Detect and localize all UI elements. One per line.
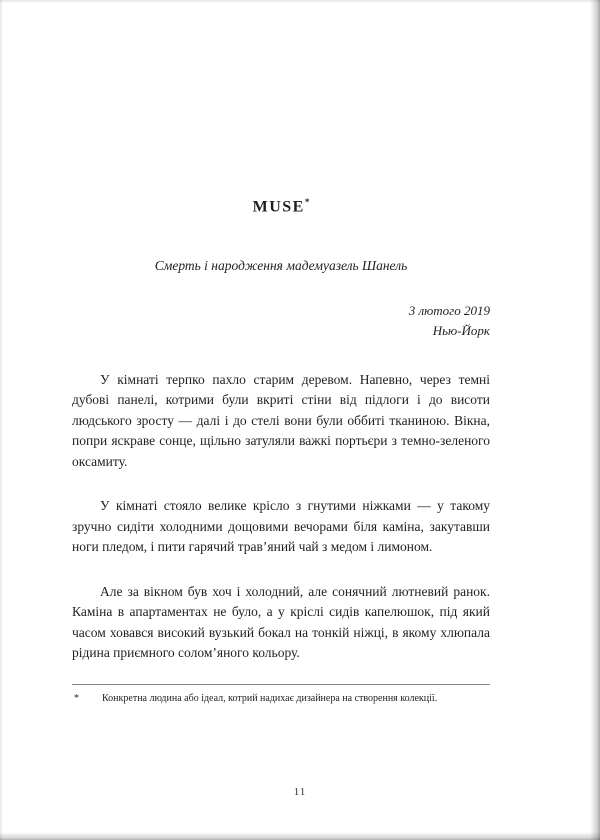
dateline-date: 3 лютого 2019: [408, 303, 490, 319]
text-column: [72, 0, 490, 664]
chapter-subtitle: Смерть і народження мадемуазель Шанель: [154, 258, 408, 274]
scan-edge-shadow: [0, 0, 3, 840]
footnote: [72, 684, 490, 707]
scan-edge-shadow: [0, 832, 600, 840]
footnote-marker: *: [74, 693, 79, 704]
page-number: 11: [293, 786, 307, 798]
page-title: [72, 197, 490, 216]
dateline: [72, 301, 490, 341]
dateline-place: Нью-Йорк: [432, 323, 490, 339]
chapter-title-text: MUSE: [252, 198, 305, 216]
title-footnote-marker: *: [304, 197, 310, 207]
footnote-text: Конкретна людина або ідеал, котрий надихає дизайнера на створення колекції.: [102, 693, 438, 704]
scan-edge-shadow: [590, 0, 600, 840]
body-text: [72, 370, 490, 664]
body-paragraph: У кімнаті терпко пахло старим деревом. Напевно, через темні дубові панелі, котрими були вкриті стіни від підлоги і до висоти людського зросту — далі і до стелі вони були оббиті тканиною. Вікна, попри яскраве сонце, щільно затуляли важкі портьєри з темно-зеленого оксамиту.: [72, 371, 490, 469]
body-paragraph: Але за вікном був хоч і холодний, але сонячний лютневий ранок. Каміна в апартаментах не було, а у кріслі сидів капелюшок, під який часом ховався високий вузький бокал на тонкій ніжці, в якому хлюпала рідина приємного солом’яного кольору.: [72, 583, 490, 661]
scan-edge-shadow: [0, 0, 600, 3]
body-paragraph: У кімнаті стояло велике крісло з гнутими ніжками — у такому зручно сидіти холодними дощовими вечорами біля каміна, закутавши ноги пледом, і пити гарячий трав’яний чай з медом і лимоном.: [72, 498, 490, 555]
